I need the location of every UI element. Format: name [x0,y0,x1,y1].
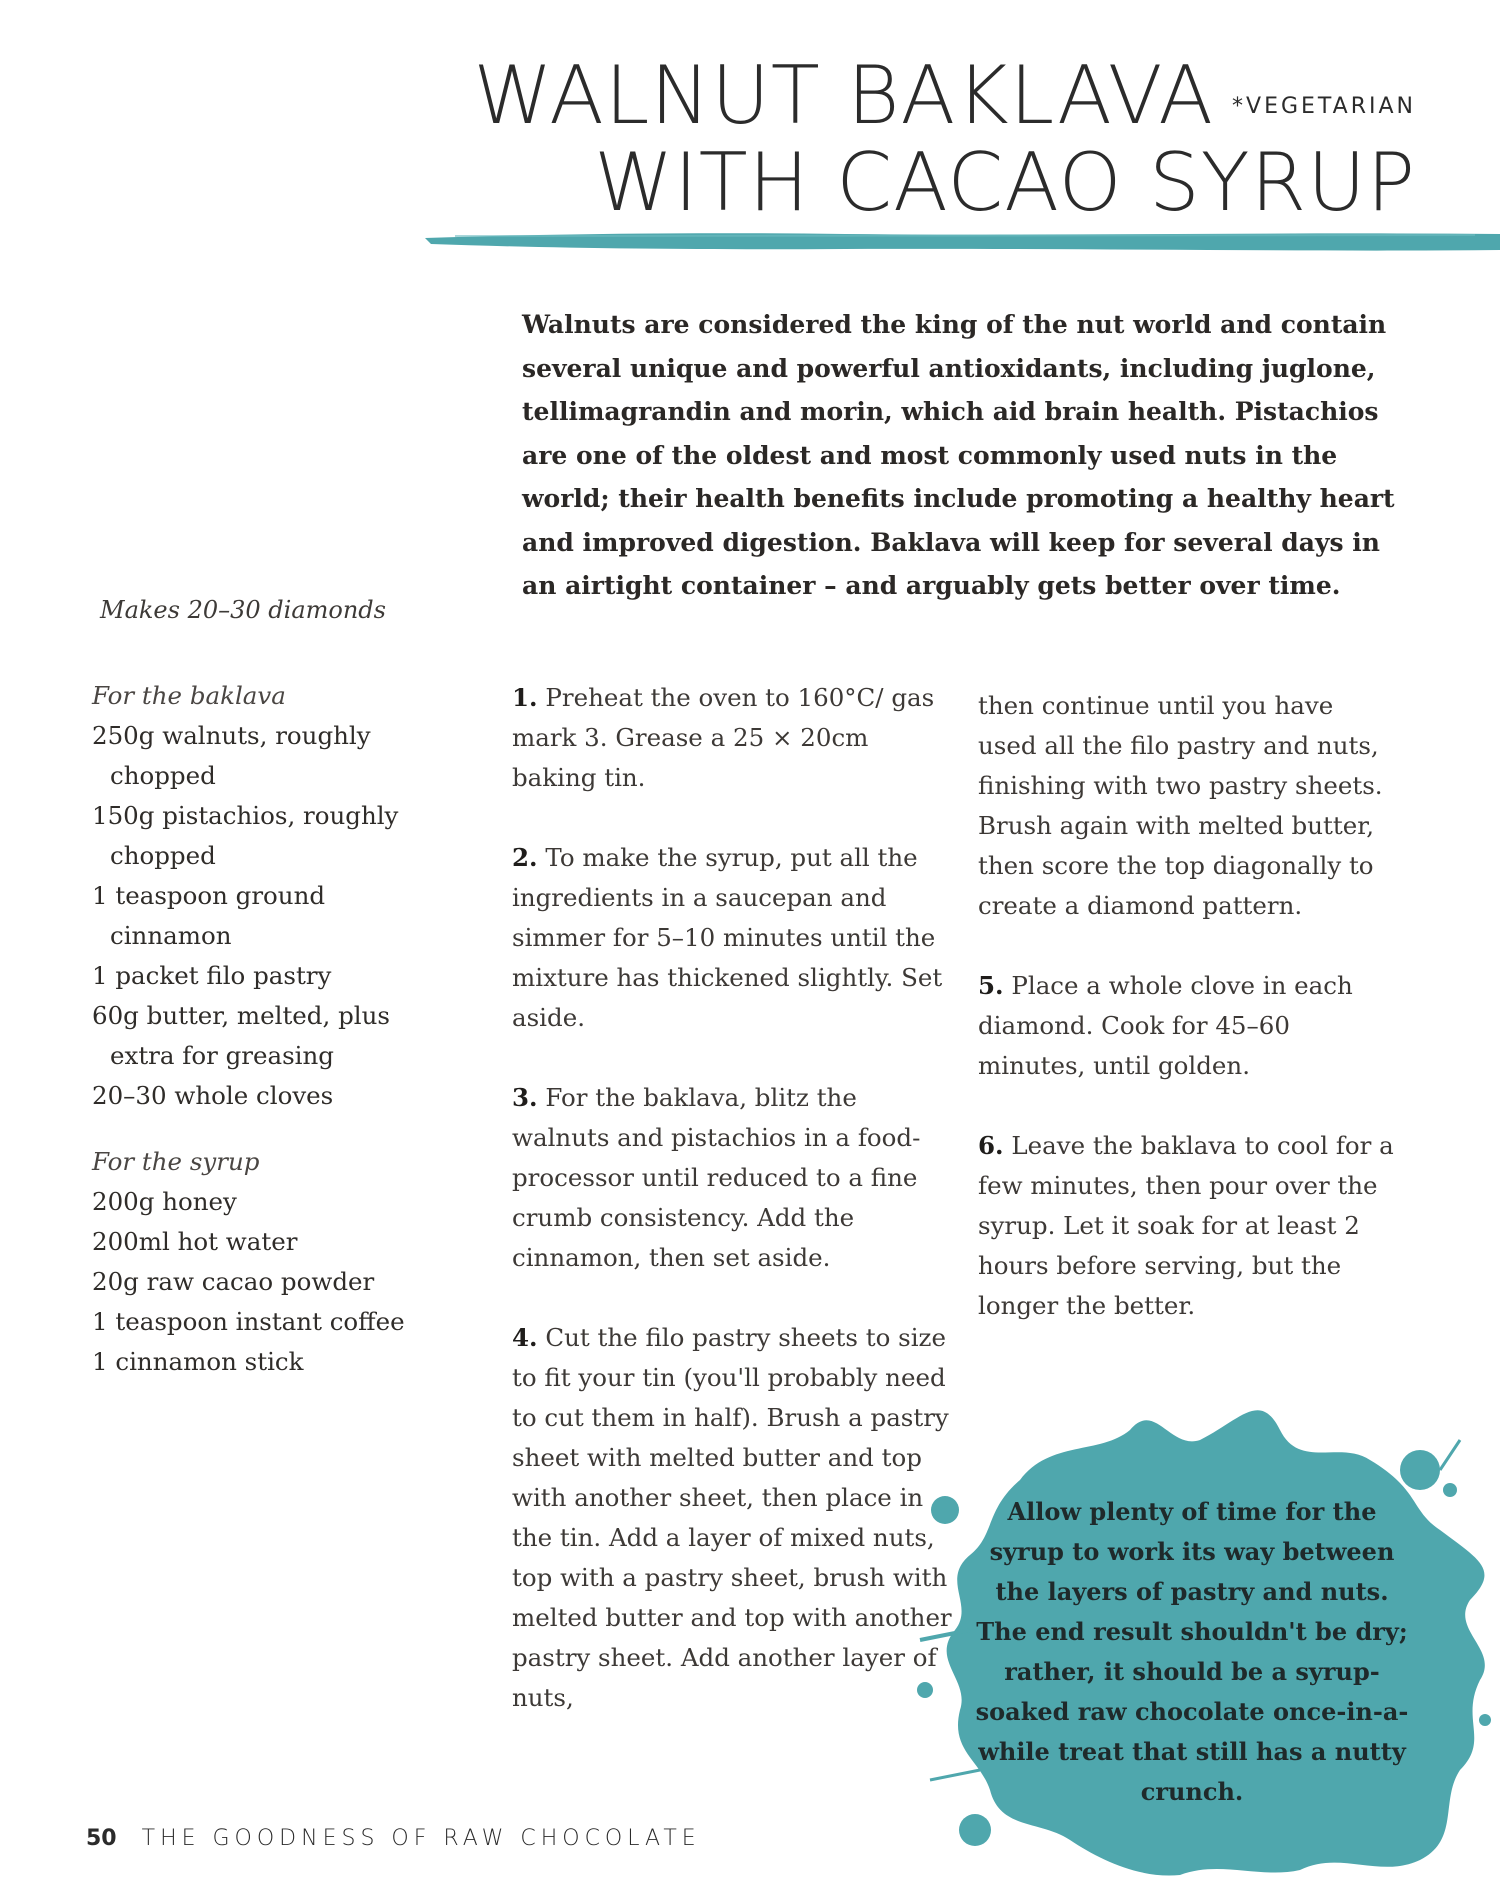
method-step-4: 4. Cut the filo pastry sheets to size to fit your tin (you'll probably need to cut them in half). Brush a pastry sheet with melted butter and top with another sheet, then place in the tin. Add a layer of mixed nuts, top with a pastry sheet, brush with melted butter and top with another pastry sheet. Add another layer of nuts, [512,1323,952,1712]
page-footer [86,1826,701,1851]
ingredient-item: 1 teaspoon ground cinnamon [92,881,326,950]
method-step-2: 2. To make the syrup, put all the ingredients in a saucepan and simmer for 5–10 minutes until the mixture has thickened slightly. Set aside. [512,843,943,1032]
ingredient-item: 200g honey [92,1187,237,1216]
vegetarian-tag: *VEGETARIAN [1232,94,1416,119]
ingredient-item: 200ml hot water [92,1227,298,1256]
ingredient-item: 20g raw cacao powder [92,1267,375,1296]
ingredient-item: 250g walnuts, roughly chopped [92,721,371,790]
ingredients-list [92,676,432,1382]
page-number: 50 [86,1826,117,1851]
method-step-4-continued: then continue until you have used all the filo pastry and nuts, finishing with two pastry sheets. Brush again with melted butter, then score the top diagonally to create a diamond pattern. [978,691,1383,920]
book-title: THE GOODNESS OF RAW CHOCOLATE [141,1826,701,1851]
intro-paragraph: Walnuts are considered the king of the nut world and contain several unique and powerful antioxidants, including juglone, tellimagrandin and morin, which aid brain health. Pistachios are one of the oldest and most commonly used nuts in the world; their health benefits include promoting a healthy heart and improved digestion. Baklava will keep for several days in an airtight container – and arguably gets better over time. [522,310,1395,600]
method-column-1 [512,678,952,1758]
method-step-3: 3. For the baklava, blitz the walnuts and pistachios in a food-processor until reduced to a fine crumb consistency. Add the cinnamon, then set aside. [512,1083,921,1272]
method-step-6: 6. Leave the baklava to cool for a few minutes, then pour over the syrup. Let it soak for at least 2 hours before serving, but the longer the better. [978,1131,1394,1320]
ingredient-item: 60g butter, melted, plus extra for greasing [92,1001,390,1070]
ingredient-item: 1 cinnamon stick [92,1347,304,1376]
ingredient-item: 1 packet filo pastry [92,961,332,990]
syrup-ingredients-heading: For the syrup [92,1147,260,1176]
title-line-2: WITH CACAO SYRUP [594,136,1416,229]
recipe-title [473,49,1416,229]
brush-stroke-divider [425,228,1500,254]
ingredient-item: 20–30 whole cloves [92,1081,334,1110]
tip-callout: Allow plenty of time for the syrup to work its way between the layers of pastry and nuts. The end result shouldn't be dry; rather, it should be a syrup-soaked raw chocolate once-in-a-while treat that still has a nutty crunch. [975,1497,1409,1806]
baklava-ingredients-heading: For the baklava [92,681,286,710]
ingredient-item: 150g pistachios, roughly chopped [92,801,399,870]
method-step-5: 5. Place a whole clove in each diamond. Cook for 45–60 minutes, until golden. [978,971,1353,1080]
method-step-1: 1. Preheat the oven to 160°C/ gas mark 3. Grease a 25 × 20cm baking tin. [512,683,935,792]
yield-note: Makes 20–30 diamonds [100,596,386,624]
title-line-1: WALNUT BAKLAVA *VEGETARIAN [473,49,1416,142]
ingredient-item: 1 teaspoon instant coffee [92,1307,405,1336]
method-column-2 [978,686,1398,1366]
